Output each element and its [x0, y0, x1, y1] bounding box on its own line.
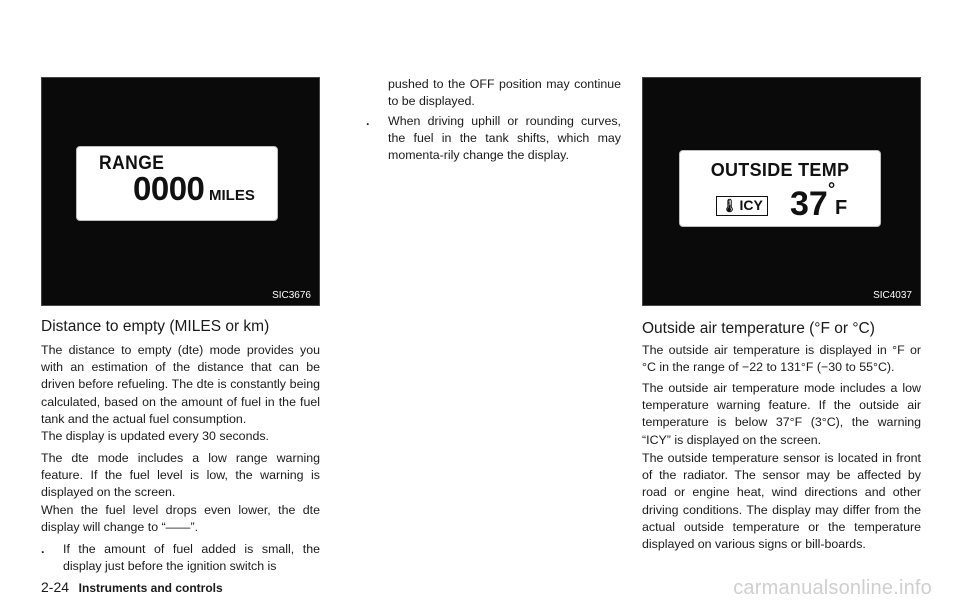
range-label: RANGE — [99, 153, 165, 174]
figure-code: SIC3676 — [272, 290, 311, 301]
range-value: 0000 — [133, 170, 205, 207]
paragraph: The outside temperature sensor is located in front of the radiator. The sensor may be affected by road or engine heat, wind directions and other driving conditions. The display may differ from the actual outside temperature or the temperature displayed on various signs or bill-boards. — [642, 451, 921, 552]
icy-warning-box — [716, 196, 768, 216]
paragraph: The dte mode includes a low range warning feature. If the fuel level is low, the warning is displayed on the screen. — [41, 451, 320, 500]
temp-unit: F — [835, 197, 848, 219]
range-display-figure — [41, 77, 320, 306]
range-lcd-screen — [76, 146, 278, 221]
outside-temp-display-figure — [642, 77, 921, 306]
list-item-text: If the amount of fuel added is small, the display just before the ignition switch is — [63, 542, 320, 574]
icy-label: ICY — [739, 197, 763, 213]
paragraph: When the fuel level drops even lower, the dte display will change to “——”. — [41, 503, 320, 535]
paragraph: The distance to empty (dte) mode provides you with an estimation of the distance that can be driven before refueling. The dte is constantly being calculated, based on the amount of fuel in the fuel tank and the actual fuel consumption. — [41, 343, 320, 426]
bullet-dot: . — [41, 542, 45, 556]
thermometer-icon: 🌡︎ — [721, 198, 738, 213]
list-item — [41, 541, 320, 575]
temp-title: OUTSIDE TEMP — [710, 160, 850, 180]
section-heading-distance-to-empty: Distance to empty (MILES or km) — [41, 318, 270, 335]
list-item-continued — [366, 76, 621, 110]
page-number: 2-24 — [41, 579, 70, 595]
figure-code: SIC4037 — [873, 290, 912, 301]
paragraph: The outside air temperature is displayed in °F or °C in the range of −22 to 131°F (−30 to 55°C). — [642, 343, 921, 375]
watermark-text: carmanualsonline.info — [733, 577, 932, 599]
degree-symbol: ° — [828, 179, 836, 199]
range-unit: MILES — [209, 187, 255, 204]
paragraph: The display is updated every 30 seconds. — [41, 429, 269, 443]
section-heading-outside-air-temperature: Outside air temperature (°F or °C) — [642, 320, 875, 337]
section-title: Instruments and controls — [78, 581, 223, 595]
list-item-text: pushed to the OFF position may continue to be displayed. — [388, 77, 621, 109]
list-item-text: When driving uphill or rounding curves, the fuel in the tank shifts, which may momenta-rily change the display. — [388, 114, 621, 163]
temp-lcd-screen — [679, 150, 881, 227]
temp-value: 37 — [790, 185, 828, 223]
paragraph: The outside air temperature mode includes a low temperature warning feature. If the outside air temperature is below 37°F (3°C), the warning “ICY” is displayed on the screen. — [642, 381, 921, 447]
bullet-dot: . — [366, 114, 370, 128]
page-footer — [41, 579, 223, 595]
list-item — [366, 113, 621, 165]
